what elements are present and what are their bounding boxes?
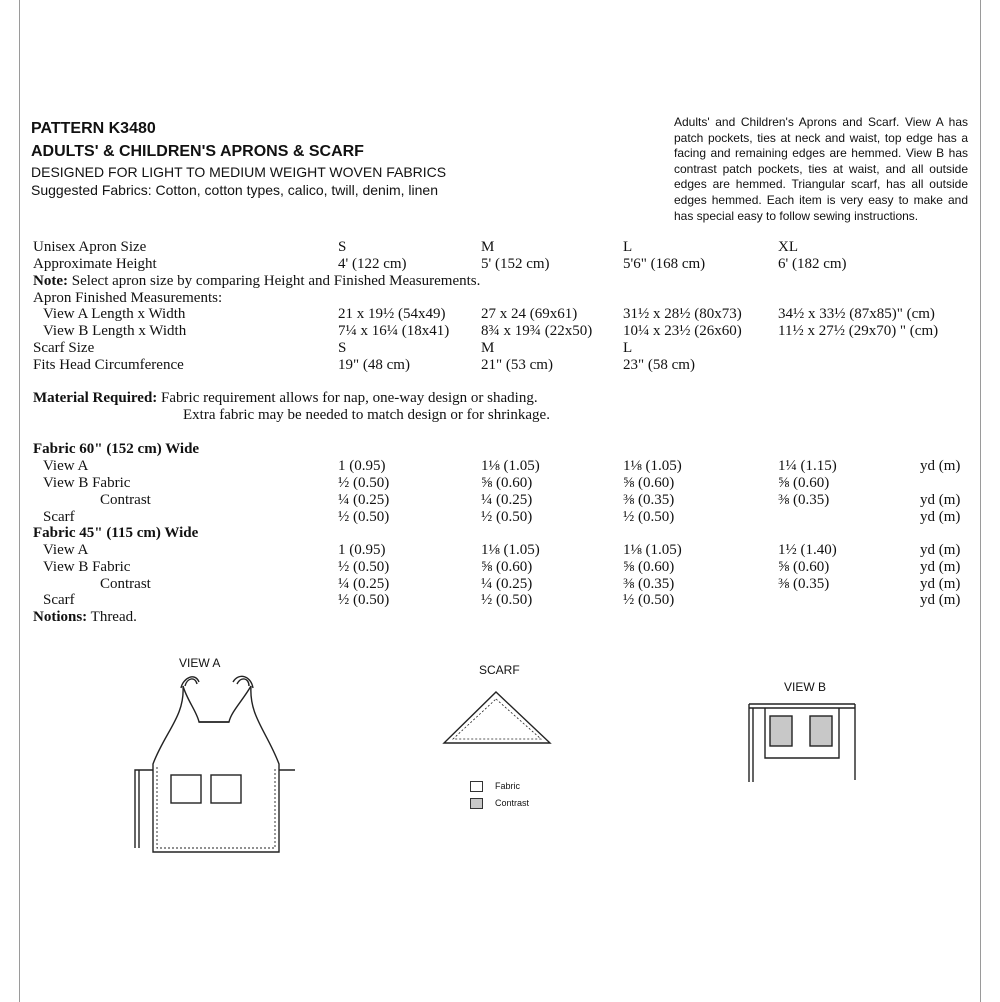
cell: 1⅛ (1.05) <box>623 542 682 558</box>
material-text-2: Extra fabric may be needed to match design or for shrinkage. <box>183 407 550 423</box>
fabric45-heading-row <box>0 525 1000 542</box>
view-b-pocket-left <box>770 716 792 746</box>
view-b-apron-drawing <box>745 700 860 785</box>
cell: ¼ (0.25) <box>338 576 390 592</box>
cell: 1⅛ (1.05) <box>623 458 682 474</box>
cell: 23" (58 cm) <box>623 357 695 373</box>
row-label: Unisex Apron Size <box>33 239 147 255</box>
cell: ⅝ (0.60) <box>778 559 830 575</box>
fabric60-view-a-row <box>0 458 1000 475</box>
fabric60-contrast-row <box>0 492 1000 509</box>
row-label: Approximate Height <box>33 256 157 272</box>
material-label: Material Required: <box>33 390 158 406</box>
material-row-2 <box>0 407 1000 424</box>
cell: ¼ (0.25) <box>481 576 533 592</box>
view-b-label: VIEW B <box>784 680 827 694</box>
legend-contrast-swatch <box>470 798 483 809</box>
cell: 8¾ x 19¾ (22x50) <box>481 323 593 339</box>
pattern-description: Adults' and Children's Aprons and Scarf. View A has patch pockets, ties at neck and waist, top edge has a facing and remaining edges are hemmed. View B has contrast patch pockets, ties at waist, and all outside edges are hemmed. Triangular scarf, has all outside edges hemmed. Each item is very easy to make and has special easy to follow sewing instructions. <box>674 115 968 223</box>
cell: ⅝ (0.60) <box>623 475 675 491</box>
legend-fabric-label: Fabric <box>495 781 521 791</box>
scarf-size-row <box>0 340 1000 357</box>
fabric60-heading-row <box>0 441 1000 458</box>
cell: ½ (0.50) <box>338 509 390 525</box>
cell: 27 x 24 (69x61) <box>481 306 578 322</box>
row-label: Contrast <box>100 576 151 592</box>
view-a-measure-row <box>0 306 1000 323</box>
suggested-fabrics: Suggested Fabrics: Cotton, cotton types, calico, twill, denim, linen <box>31 182 438 198</box>
cell: ½ (0.50) <box>623 509 675 525</box>
cell: 31½ x 28½ (80x73) <box>623 306 742 322</box>
cell: 1 (0.95) <box>338 542 386 558</box>
row-label: Scarf <box>43 592 75 608</box>
note-text: Select apron size by comparing Height and Finished Measurements. <box>67 273 481 289</box>
row-label: View A <box>43 458 89 474</box>
cell: 5'6" (168 cm) <box>623 256 706 272</box>
pattern-title: ADULTS' & CHILDREN'S APRONS & SCARF <box>31 143 364 160</box>
row-label: View A Length x Width <box>43 306 186 322</box>
cell: ⅜ (0.35) <box>778 492 830 508</box>
cell: 1⅛ (1.05) <box>481 458 540 474</box>
unit: yd (m) <box>920 492 961 508</box>
finished-heading-row <box>0 290 1000 307</box>
note-label: Note: <box>33 273 68 289</box>
cell: S <box>338 340 347 356</box>
cell: 11½ x 27½ (29x70) " (cm) <box>778 323 939 339</box>
cell: ½ (0.50) <box>481 592 533 608</box>
cell: ½ (0.50) <box>338 592 390 608</box>
cell: ⅜ (0.35) <box>623 576 675 592</box>
note-row <box>0 273 1000 290</box>
cell: 6' (182 cm) <box>778 256 847 272</box>
apron-size-row <box>0 239 1000 256</box>
cell: 10¼ x 23½ (26x60) <box>623 323 742 339</box>
cell: ¼ (0.25) <box>481 492 533 508</box>
cell: 21 x 19½ (54x49) <box>338 306 446 322</box>
fabric45-view-a-row <box>0 542 1000 559</box>
cell: 19" (48 cm) <box>338 357 410 373</box>
cell: M <box>481 239 495 255</box>
cell: M <box>481 340 495 356</box>
cell: ⅝ (0.60) <box>778 475 830 491</box>
cell: 1⅛ (1.05) <box>481 542 540 558</box>
cell: L <box>623 340 633 356</box>
fabric45-heading: Fabric 45" (115 cm) Wide <box>33 525 199 541</box>
fabric60-view-b-row <box>0 475 1000 492</box>
view-a-apron-drawing <box>125 672 295 862</box>
view-b-measure-row <box>0 323 1000 340</box>
cell: ⅜ (0.35) <box>778 576 830 592</box>
cell: ½ (0.50) <box>481 509 533 525</box>
view-b-pocket-right <box>810 716 832 746</box>
view-a-label: VIEW A <box>179 656 221 670</box>
cell: ½ (0.50) <box>623 592 675 608</box>
unit: yd (m) <box>920 576 961 592</box>
row-label: Fits Head Circumference <box>33 357 184 373</box>
cell: 34½ x 33½ (87x85)" (cm) <box>778 306 935 322</box>
unit: yd (m) <box>920 592 961 608</box>
cell: ⅝ (0.60) <box>481 559 533 575</box>
fabric60-scarf-row <box>0 509 1000 526</box>
cell: L <box>623 239 633 255</box>
legend-contrast-label: Contrast <box>495 798 530 808</box>
cell: XL <box>778 239 798 255</box>
fabric60-heading: Fabric 60" (152 cm) Wide <box>33 441 200 457</box>
row-label: View B Fabric <box>43 475 131 491</box>
row-label: Scarf Size <box>33 340 95 356</box>
row-label: View B Length x Width <box>43 323 187 339</box>
cell: ½ (0.50) <box>338 475 390 491</box>
unit: yd (m) <box>920 542 961 558</box>
fabric45-view-b-row <box>0 559 1000 576</box>
cell: ⅜ (0.35) <box>623 492 675 508</box>
cell: 5' (152 cm) <box>481 256 550 272</box>
cell: ¼ (0.25) <box>338 492 390 508</box>
cell: 1½ (1.40) <box>778 542 837 558</box>
scarf-label: SCARF <box>479 663 520 677</box>
fabric45-contrast-row <box>0 576 1000 593</box>
notions-label: Notions: <box>33 609 88 625</box>
head-circ-row <box>0 357 1000 374</box>
cell: ⅝ (0.60) <box>623 559 675 575</box>
cell: 7¼ x 16¼ (18x41) <box>338 323 450 339</box>
scarf-drawing <box>440 688 555 746</box>
unit: yd (m) <box>920 509 961 525</box>
row-label: Contrast <box>100 492 151 508</box>
cell: 1 (0.95) <box>338 458 386 474</box>
pattern-number: PATTERN K3480 <box>31 120 156 137</box>
row-label: View A <box>43 542 89 558</box>
material-row-1 <box>0 390 1000 407</box>
fabric45-scarf-row <box>0 592 1000 609</box>
row-label: Scarf <box>43 509 75 525</box>
legend-fabric-swatch <box>470 781 483 792</box>
cell: ½ (0.50) <box>338 559 390 575</box>
cell: S <box>338 239 347 255</box>
unit: yd (m) <box>920 458 961 474</box>
pattern-subtitle: DESIGNED FOR LIGHT TO MEDIUM WEIGHT WOVEN FABRICS <box>31 164 447 180</box>
row-label: View B Fabric <box>43 559 131 575</box>
cell: 21" (53 cm) <box>481 357 553 373</box>
height-row <box>0 256 1000 273</box>
cell: 1¼ (1.15) <box>778 458 837 474</box>
unit: yd (m) <box>920 559 961 575</box>
cell: ⅝ (0.60) <box>481 475 533 491</box>
cell: 4' (122 cm) <box>338 256 407 272</box>
notions-row <box>0 609 1000 626</box>
material-text: Fabric requirement allows for nap, one-way design or shading. <box>157 390 538 406</box>
notions-text: Thread. <box>87 609 137 625</box>
row-label: Apron Finished Measurements: <box>33 290 223 306</box>
